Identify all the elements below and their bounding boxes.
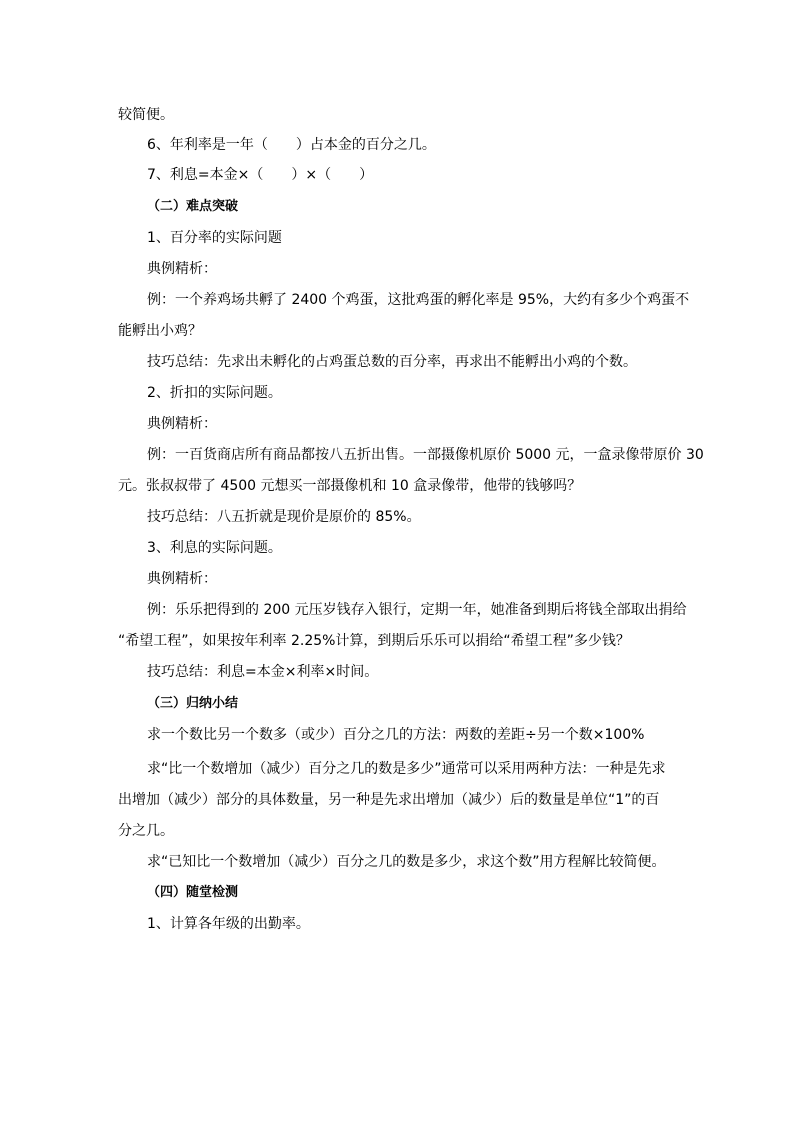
- section-heading: （二）难点突破: [147, 199, 239, 214]
- example-text: 能孵出小鸡？: [118, 323, 202, 339]
- tip-summary: 技巧总结：先求出未孵化的占鸡蛋总数的百分率，再求出不能孵出小鸡的个数。: [147, 354, 637, 370]
- exercise-item: 1、计算各年级的出勤率。: [147, 916, 310, 932]
- text-line: 较简便。: [118, 107, 174, 123]
- example-text: 元。张叔叔带了 4500 元想买一部摄像机和 10 盒录像带，他带的钱够吗？: [118, 478, 582, 494]
- tip-summary: 技巧总结：八五折就是现价是原价的 85%。: [147, 509, 421, 525]
- question-6: 6、年利率是一年（ ）占本金的百分之几。: [147, 137, 436, 153]
- example-text: “希望工程”，如果按年利率 2.25%计算，到期后乐乐可以捐给“希望工程”多少钱？: [118, 633, 630, 649]
- question-7: 7、利息=本金×（ ）×（ ）: [147, 167, 374, 183]
- section-heading: （三）归纳小结: [147, 696, 239, 711]
- summary-text: 求“比一个数增加（减少）百分之几的数是多少”通常可以采用两种方法：一种是先求: [147, 761, 666, 777]
- example-label: 典例精析：: [147, 571, 217, 587]
- example-label: 典例精析：: [147, 261, 217, 277]
- tip-summary: 技巧总结：利息=本金×利率×时间。: [147, 664, 379, 680]
- summary-text: 求一个数比另一个数多（或少）百分之几的方法：两数的差距÷另一个数×100%: [147, 727, 645, 743]
- example-text: 例：一个养鸡场共孵了 2400 个鸡蛋，这批鸡蛋的孵化率是 95%，大约有多少个鸡蛋不: [147, 292, 690, 308]
- subheading: 3、利息的实际问题。: [147, 540, 282, 556]
- example-label: 典例精析：: [147, 416, 217, 432]
- summary-text: 分之几。: [118, 823, 174, 839]
- example-text: 例：乐乐把得到的 200 元压岁钱存入银行，定期一年，她准备到期后将钱全部取出捐给: [147, 602, 687, 618]
- subheading: 1、百分率的实际问题: [147, 230, 282, 246]
- summary-text: 出增加（减少）部分的具体数量，另一种是先求出增加（减少）后的数量是单位“1”的百: [118, 792, 660, 808]
- summary-text: 求“已知比一个数增加（减少）百分之几的数是多少，求这个数”用方程解比较简便。: [147, 854, 666, 870]
- example-text: 例：一百货商店所有商品都按八五折出售。一部摄像机原价 5000 元，一盒录像带原价 30: [147, 447, 704, 463]
- section-heading: （四）随堂检测: [147, 885, 239, 900]
- subheading: 2、折扣的实际问题。: [147, 385, 282, 401]
